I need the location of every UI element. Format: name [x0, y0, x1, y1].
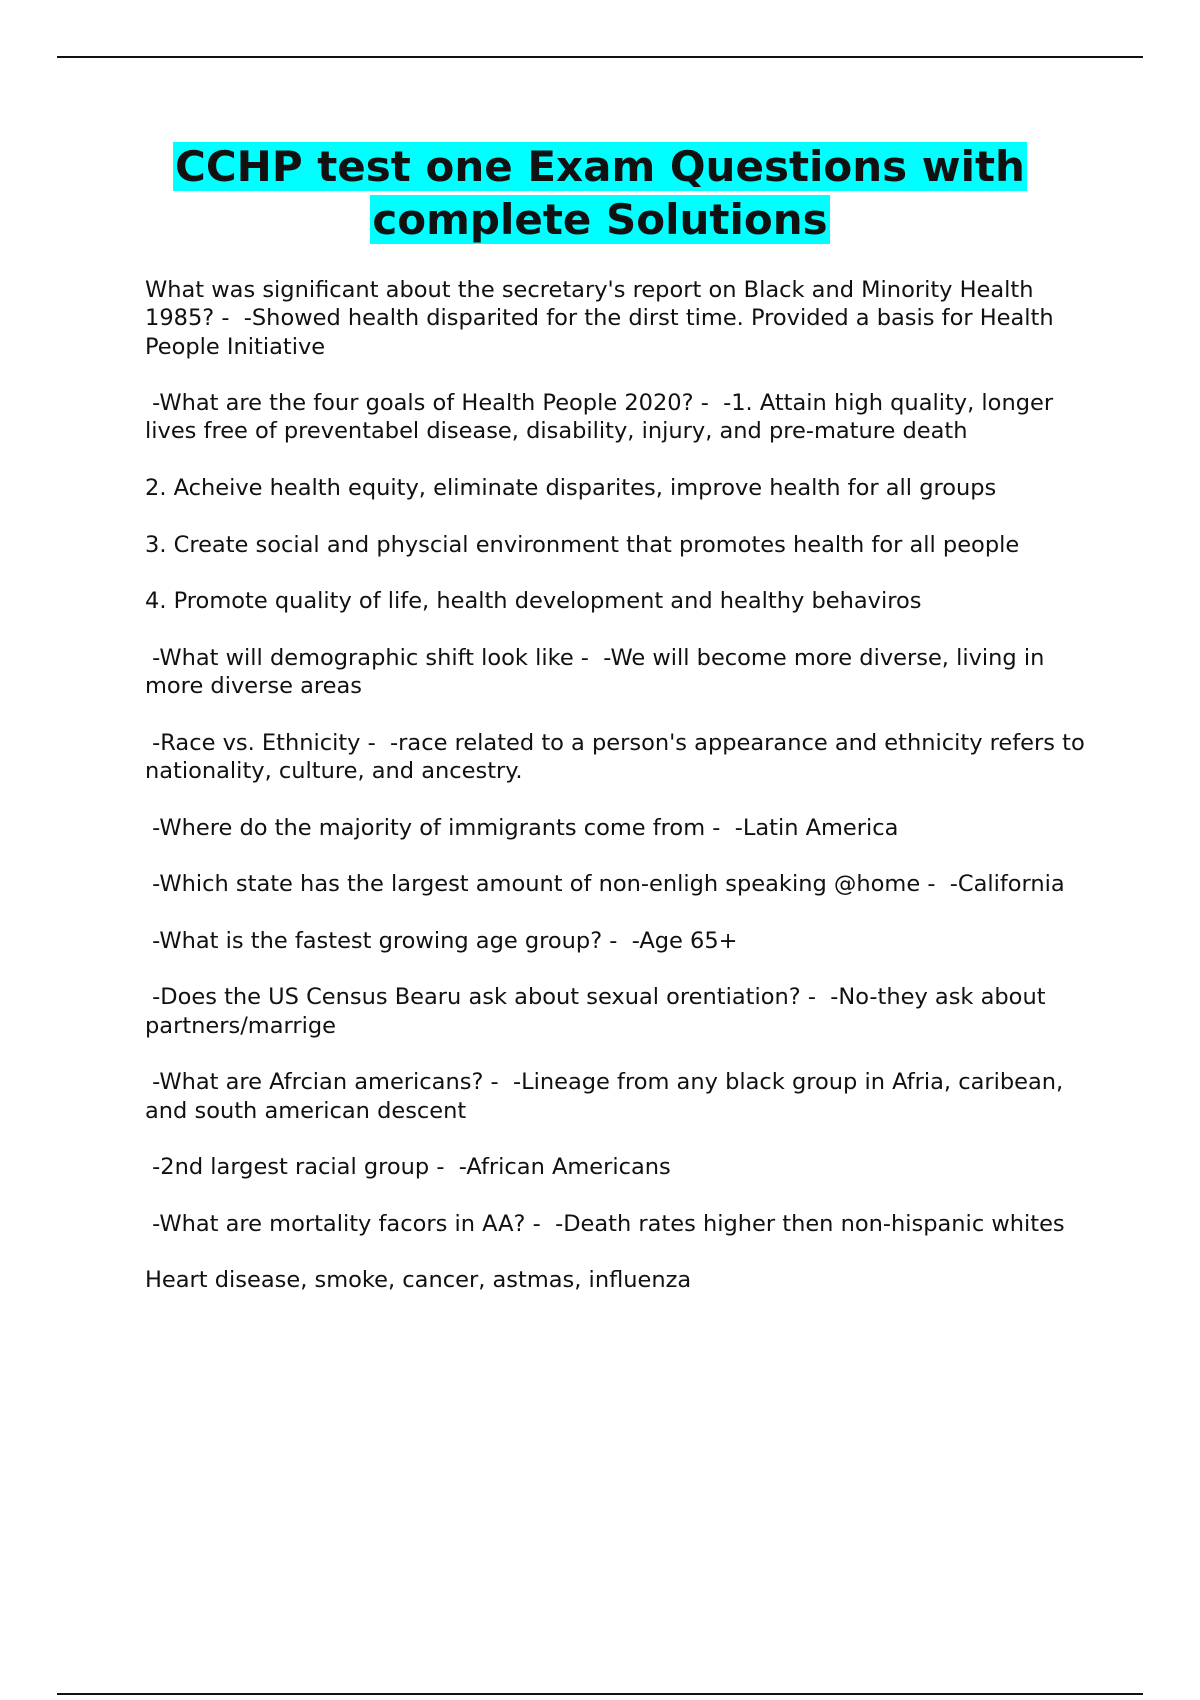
qa-paragraph-2: -What are the four goals of Health People 2020? - -1. Attain high quality, longer lives free of preventabel disease, disability, injury, and pre-mature death: [145, 390, 1061, 445]
top-rule: [57, 56, 1143, 58]
qa-paragraph-4: 3. Create social and physcial environment that promotes health for all people: [145, 531, 1020, 558]
document-body: [145, 276, 1090, 1323]
title-line-1: CCHP test one Exam Questions with: [175, 142, 1025, 191]
title-line-2: complete Solutions: [372, 195, 828, 244]
qa-paragraph-12: -What are Afrcian americans? - -Lineage from any black group in Afria, caribean, and south american descent: [145, 1069, 1071, 1124]
document-title: [100, 140, 1100, 246]
qa-paragraph-1: What was significant about the secretary's report on Black and Minority Health 1985? - -Showed health disparited for the dirst time. Provided a basis for Health People Initiative: [145, 277, 1061, 360]
qa-paragraph-14: -What are mortality facors in AA? - -Death rates higher then non-hispanic whites: [145, 1210, 1065, 1237]
bottom-rule: [57, 1693, 1143, 1695]
qa-paragraph-6: -What will demographic shift look like - -We will become more diverse, living in more diverse areas: [145, 644, 1052, 700]
qa-paragraph-10: -What is the fastest growing age group? - -Age 65+: [145, 927, 738, 954]
qa-paragraph-3: 2. Acheive health equity, eliminate disparites, improve health for all groups: [145, 475, 997, 502]
qa-paragraph-9: -Which state has the largest amount of non-enligh speaking @home - -California: [145, 871, 1065, 898]
qa-paragraph-7: -Race vs. Ethnicity - -race related to a person's appearance and ethnicity refers to nationality, culture, and ancestry.: [145, 729, 1092, 785]
qa-paragraph-11: -Does the US Census Bearu ask about sexual orentiation? - -No-they ask about partners/marrige: [145, 984, 1053, 1039]
qa-paragraph-5: 4. Promote quality of life, health development and healthy behaviros: [145, 588, 922, 615]
qa-paragraph-13: -2nd largest racial group - -African Americans: [145, 1154, 671, 1181]
qa-paragraph-8: -Where do the majority of immigrants come from - -Latin America: [145, 814, 899, 841]
document-header: [100, 140, 1100, 246]
qa-paragraph-15: Heart disease, smoke, cancer, astmas, influenza: [145, 1267, 692, 1294]
